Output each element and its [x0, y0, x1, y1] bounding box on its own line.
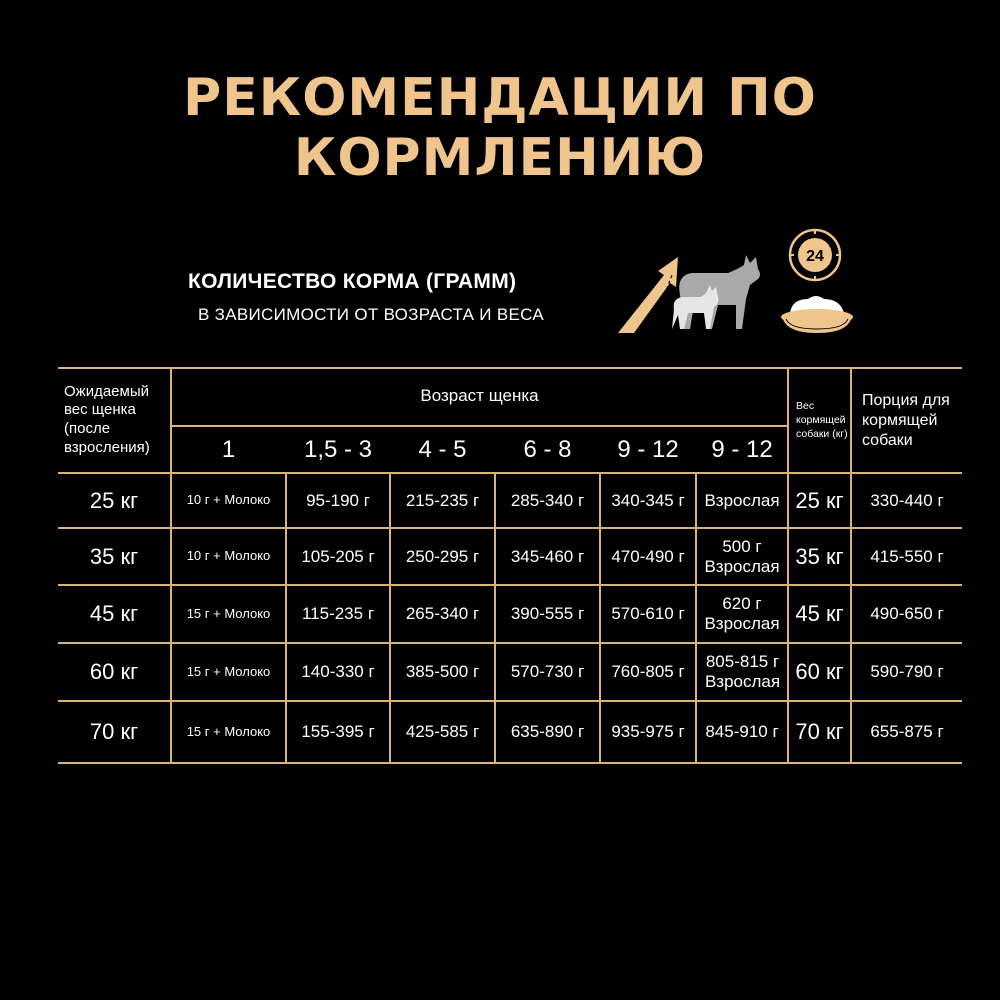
table-line	[58, 762, 962, 764]
age-group: 6 - 8	[523, 435, 572, 463]
table-cell: 265-340 г	[405, 604, 480, 624]
adult-weight: 35 кг	[795, 543, 844, 569]
header-weight: Ожидаемый вес щенка (после взросления)	[64, 382, 150, 456]
table-cell: 10 г + Молоко	[186, 548, 271, 564]
table-cell: 500 г Взрослая	[704, 536, 780, 576]
age-group: 1	[221, 435, 236, 463]
table-cell: 760-805 г	[611, 662, 685, 682]
table-cell: 155-395 г	[301, 722, 375, 742]
header-age: Возраст щенка	[420, 386, 539, 406]
table-cell: 15 г + Молоко	[186, 663, 271, 679]
portion: 415-550 г	[870, 546, 944, 566]
portion: 330-440 г	[870, 490, 944, 510]
table-cell: 385-500 г	[405, 662, 480, 682]
table-cell: 845-910 г	[705, 722, 779, 742]
row-weight: 60 кг	[89, 659, 139, 685]
page-title: РЕКОМЕНДАЦИИ ПО КОРМЛЕНИЮ	[183, 68, 817, 188]
table-cell: 635-890 г	[510, 722, 585, 742]
adult-weight: 70 кг	[795, 719, 844, 745]
adult-weight: 60 кг	[795, 659, 844, 685]
section-subtitle: В ЗАВИСИМОСТИ ОТ ВОЗРАСТА И ВЕСА	[198, 305, 544, 324]
table-cell: Взрослая	[704, 490, 780, 510]
table-cell: 570-730 г	[510, 662, 585, 682]
table-cell: 620 г Взрослая	[704, 594, 780, 633]
age-group: 1,5 - 3	[303, 435, 373, 463]
table-cell: 15 г + Молоко	[186, 723, 271, 739]
table-cell: 250-295 г	[405, 546, 480, 566]
table-cell: 390-555 г	[510, 604, 585, 624]
table-cell: 570-610 г	[611, 604, 685, 624]
row-weight: 35 кг	[89, 543, 139, 569]
section-title: КОЛИЧЕСТВО КОРМА (ГРАММ)	[188, 270, 517, 293]
portion: 490-650 г	[870, 604, 944, 624]
header-adult-weight: Вес кормящей собаки (кг)	[796, 399, 848, 441]
table-cell: 345-460 г	[510, 546, 585, 566]
row-weight: 70 кг	[89, 719, 139, 745]
table-cell: 285-340 г	[510, 490, 585, 510]
age-group: 9 - 12	[617, 435, 679, 463]
clock-label: 24	[806, 248, 824, 265]
adult-weight: 25 кг	[795, 487, 844, 513]
table-cell: 105-205 г	[301, 546, 375, 566]
row-weight: 25 кг	[89, 487, 139, 513]
portion: 655-875 г	[870, 722, 944, 742]
adult-weight: 45 кг	[795, 601, 844, 627]
table-cell: 10 г + Молоко	[186, 492, 271, 508]
table-cell: 805-815 г Взрослая	[704, 652, 781, 691]
header-portion: Порция для кормящей собаки	[862, 392, 950, 449]
table-cell: 935-975 г	[611, 722, 685, 742]
age-group: 9 - 12	[711, 435, 773, 463]
table-cell: 15 г + Молоко	[186, 605, 271, 621]
table-cell: 425-585 г	[405, 722, 480, 742]
portion: 590-790 г	[870, 662, 944, 682]
table-cell: 340-345 г	[611, 490, 685, 510]
table-cell: 140-330 г	[301, 662, 375, 682]
table-cell: 215-235 г	[405, 490, 480, 510]
row-weight: 45 кг	[89, 601, 139, 627]
table-cell: 470-490 г	[611, 546, 685, 566]
age-group: 4 - 5	[418, 435, 467, 463]
table-cell: 95-190 г	[306, 490, 370, 510]
table-cell: 115-235 г	[301, 604, 375, 624]
